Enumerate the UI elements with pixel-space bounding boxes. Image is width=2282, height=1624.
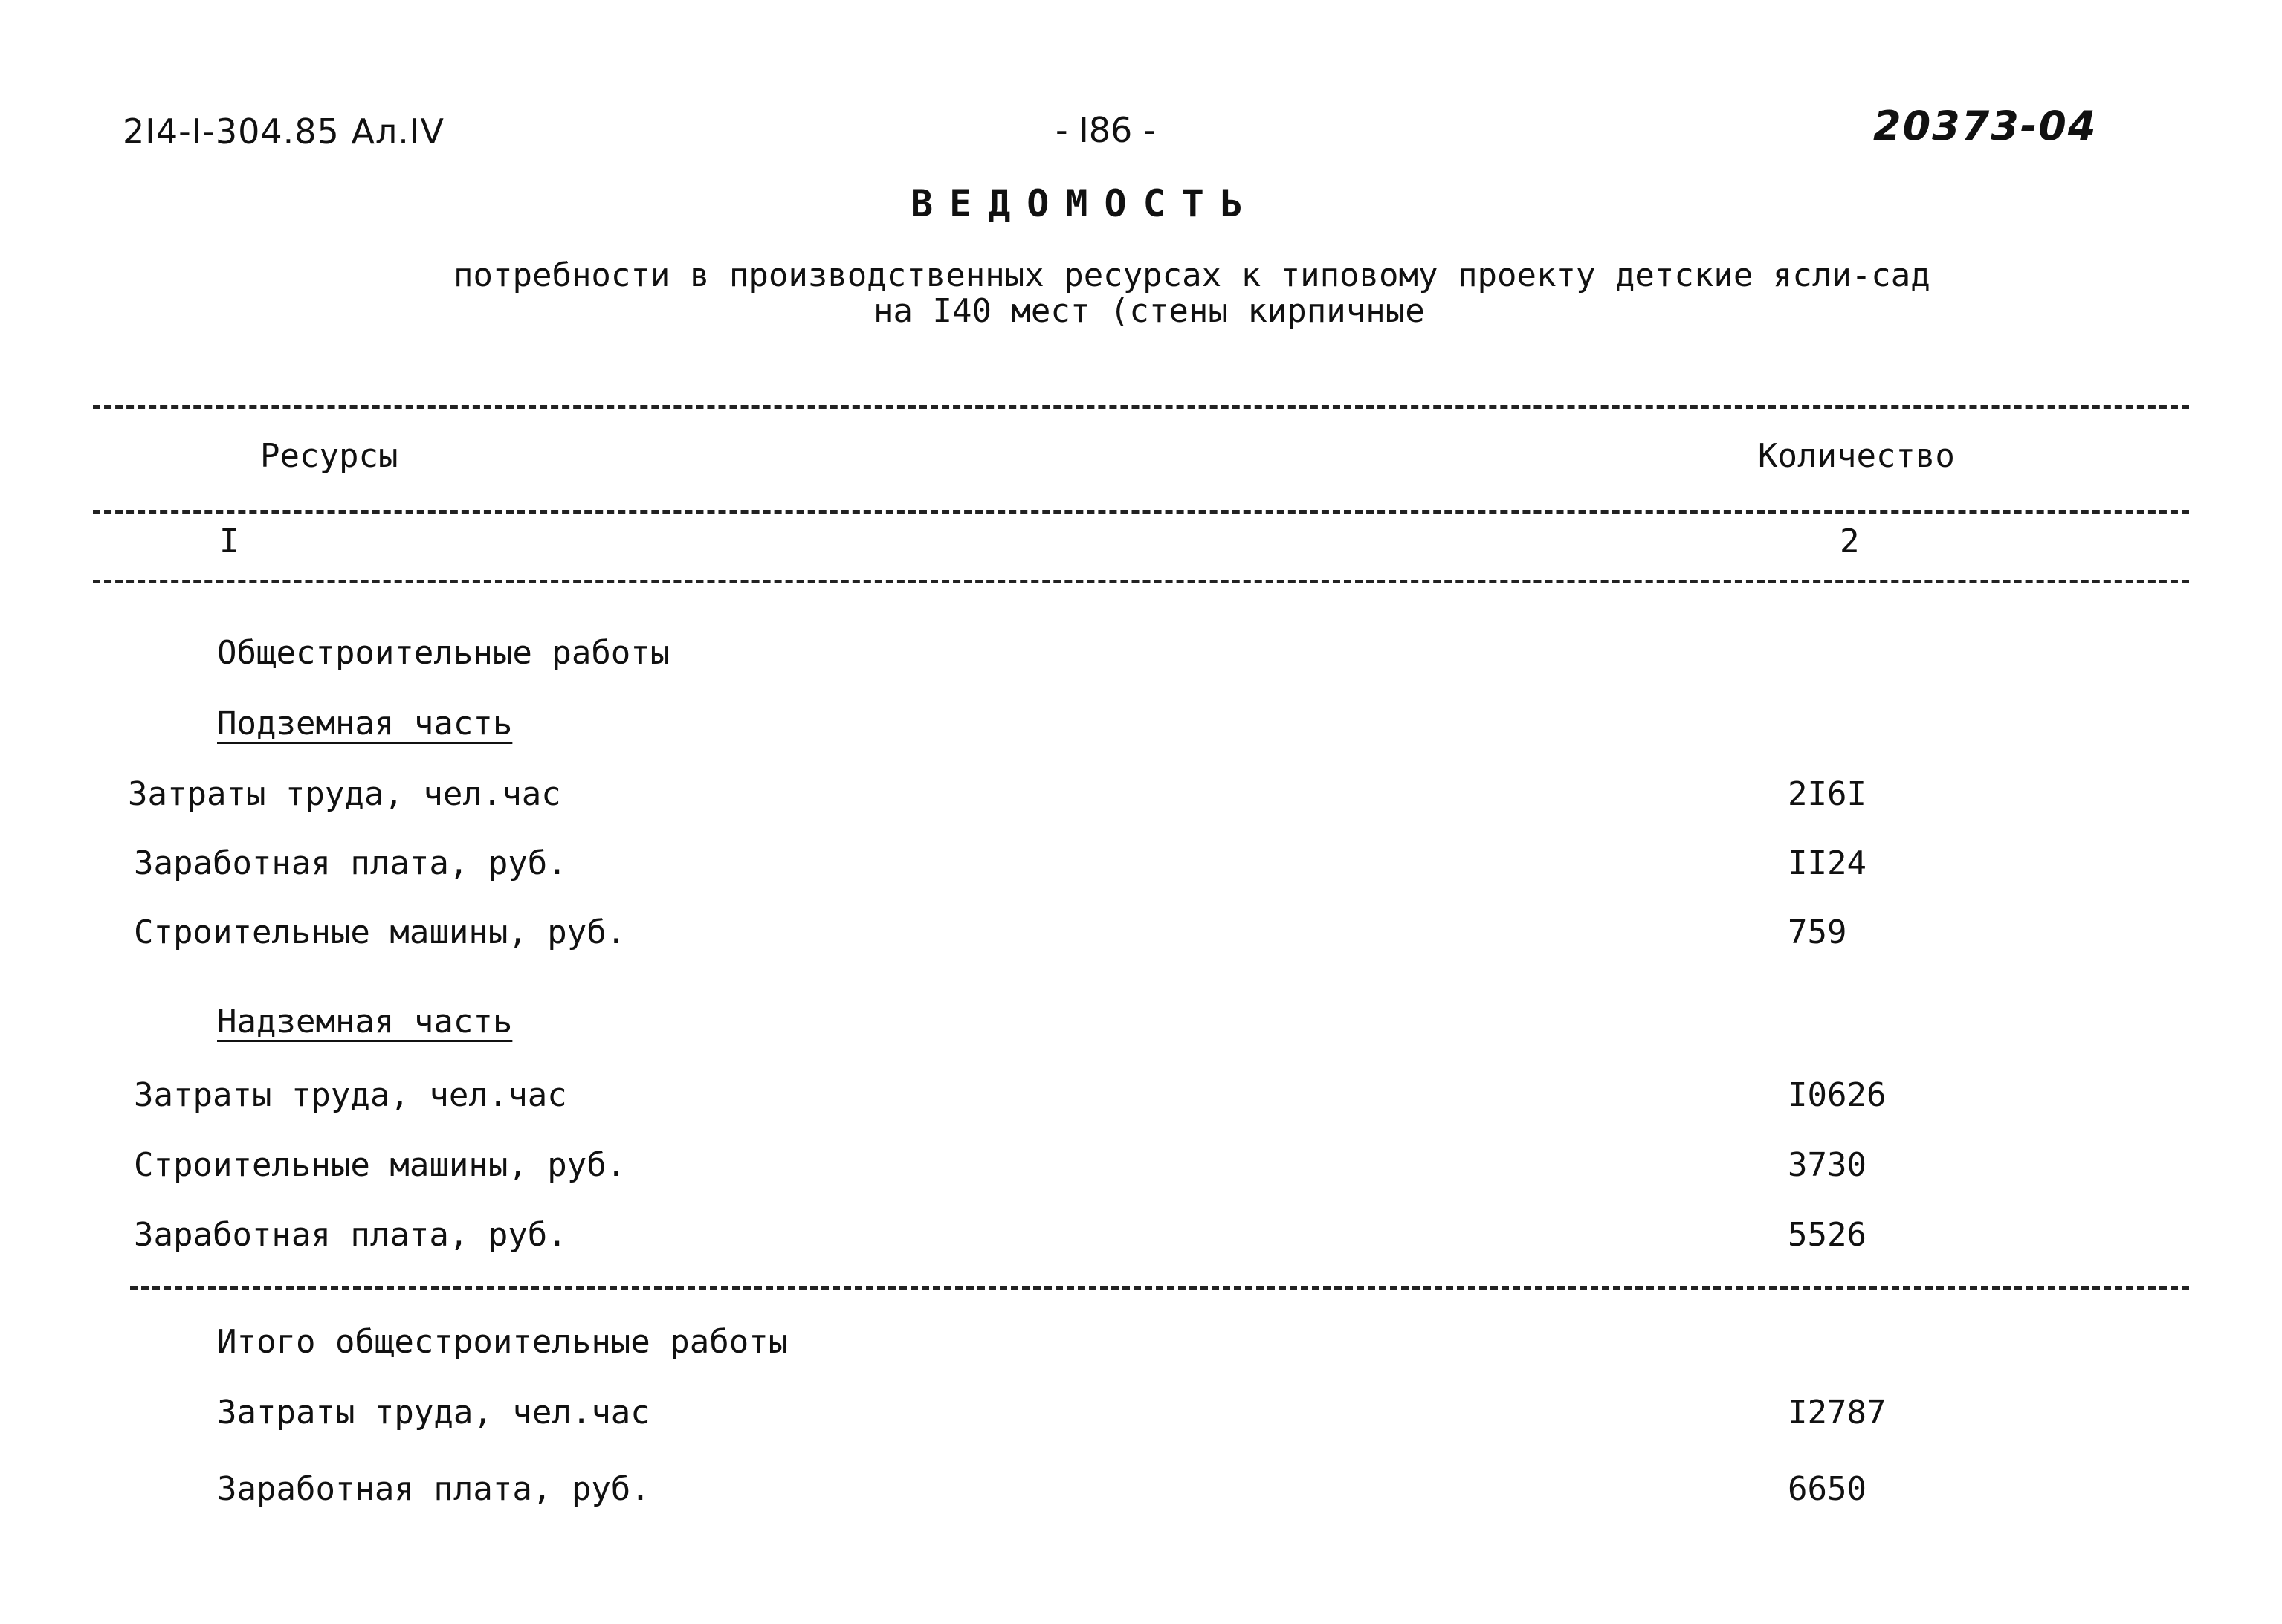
table-row-label: Строительные машины, руб. xyxy=(134,1146,627,1184)
total-row-value: 6650 xyxy=(1788,1470,1866,1508)
document-number: 20373-04 xyxy=(1873,103,2098,149)
total-title: Итого общестроительные работы xyxy=(217,1323,789,1361)
table-divider-total xyxy=(130,1286,2189,1290)
subtitle-line-2: на I40 мест (стены кирпичные xyxy=(873,292,1425,330)
table-row-value: 3730 xyxy=(1788,1146,1866,1184)
table-row-value: 5526 xyxy=(1788,1216,1866,1254)
table-row-label: Строительные машины, руб. xyxy=(134,913,627,951)
table-row-label: Затраты труда, чел.час xyxy=(134,1076,567,1114)
table-row-value: I0626 xyxy=(1788,1076,1887,1114)
aboveground-heading: Надземная часть xyxy=(217,1003,513,1041)
table-row-label: Заработная плата, руб. xyxy=(134,844,567,882)
table-divider-header xyxy=(93,510,2189,514)
table-divider-top xyxy=(93,405,2189,409)
total-row-label: Заработная плата, руб. xyxy=(217,1470,650,1508)
column-number-2: 2 xyxy=(1840,523,1860,560)
subtitle-line-1: потребности в производственных ресурсах к типовому проекту детские ясли-сад xyxy=(453,256,1930,294)
table-row-value: 2I6I xyxy=(1788,775,1866,813)
table-row-value: II24 xyxy=(1788,844,1866,882)
document-code: 2I4-I-304.85 Ал.IV xyxy=(123,111,445,152)
total-row-value: I2787 xyxy=(1788,1394,1887,1431)
table-row-value: 759 xyxy=(1788,913,1847,951)
column-header-quantity: Количество xyxy=(1758,437,1955,475)
page-number: - I86 - xyxy=(1056,110,1156,150)
table-row-label: Заработная плата, руб. xyxy=(134,1216,567,1254)
column-header-resources: Ресурсы xyxy=(260,437,398,475)
column-number-1: I xyxy=(219,523,239,560)
total-row-label: Затраты труда, чел.час xyxy=(217,1394,650,1431)
page-title: ВЕДОМОСТЬ xyxy=(911,182,1259,225)
table-row-label: Затраты труда, чел.час xyxy=(128,775,561,813)
section-title: Общестроительные работы xyxy=(217,634,670,672)
underground-heading: Подземная часть xyxy=(217,705,513,743)
table-divider-numbers xyxy=(93,580,2189,583)
